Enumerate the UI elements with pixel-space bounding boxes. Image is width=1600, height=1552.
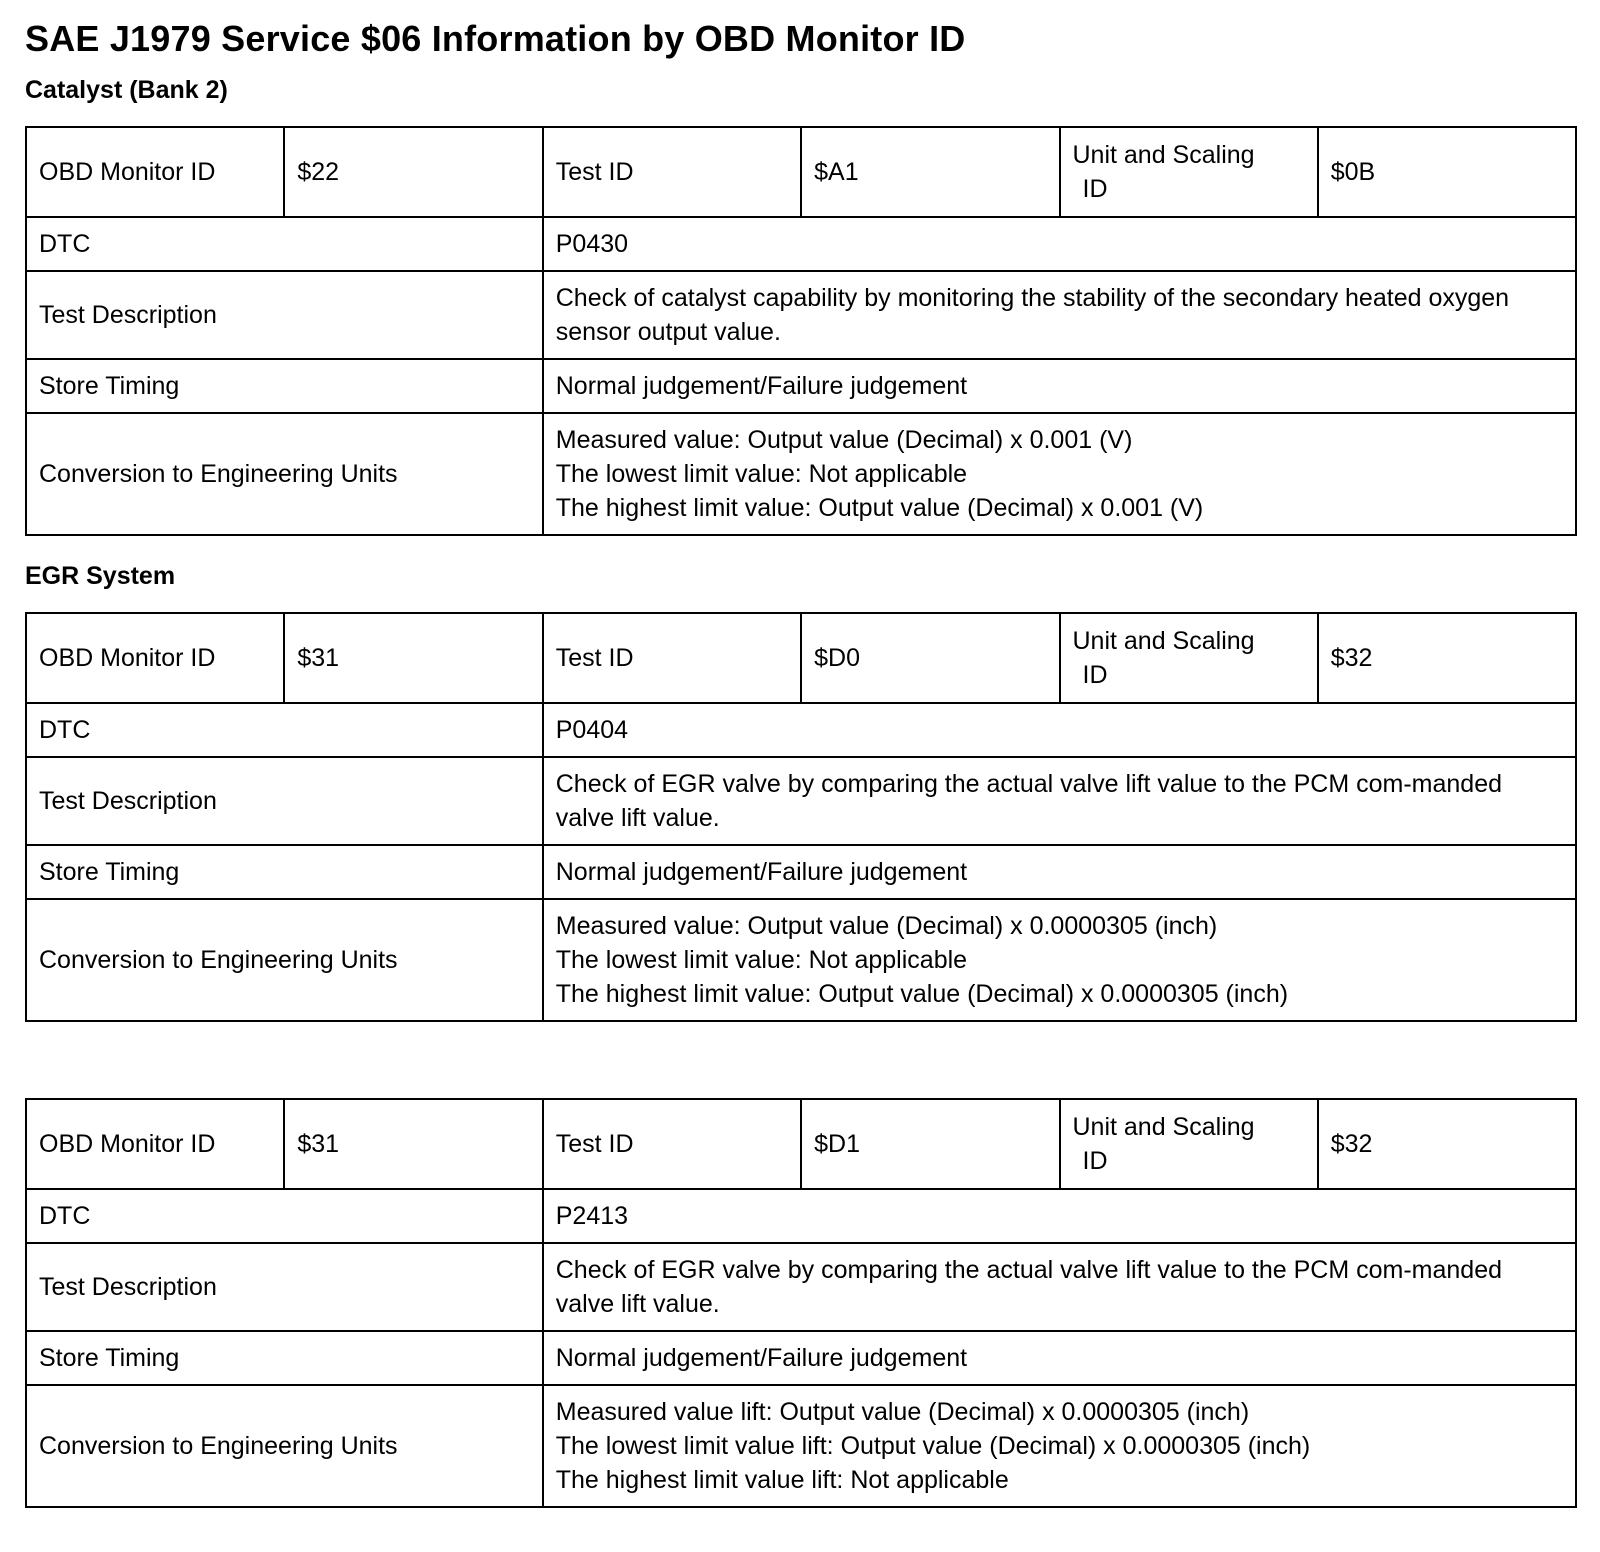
- table-row: [26, 845, 1576, 899]
- unit-scaling-label-line1: Unit and Scaling: [1072, 1113, 1255, 1141]
- test-id-value: $D0: [801, 613, 1059, 703]
- table-row: [26, 1331, 1576, 1385]
- unit-scaling-value: $32: [1318, 613, 1576, 703]
- unit-scaling-label-line2: ID: [1082, 661, 1108, 689]
- table-row: [26, 757, 1576, 845]
- table-row: [26, 359, 1576, 413]
- monitor-id-value: $22: [284, 127, 542, 217]
- test-id-label: Test ID: [543, 613, 801, 703]
- monitor-id-label: OBD Monitor ID: [26, 613, 284, 703]
- unit-scaling-value: $32: [1318, 1099, 1576, 1189]
- store-timing-label: Store Timing: [26, 845, 543, 899]
- conversion-line: The lowest limit value lift: Output value (Decimal) x 0.0000305 (inch): [555, 1432, 1311, 1460]
- conversion-label: Conversion to Engineering Units: [26, 413, 543, 535]
- test-description-value: Check of EGR valve by comparing the actual valve lift value to the PCM com-manded valve lift value.: [543, 1243, 1576, 1331]
- dtc-label: DTC: [26, 703, 543, 757]
- test-id-label: Test ID: [543, 127, 801, 217]
- test-id-value: $A1: [801, 127, 1059, 217]
- table-row: [26, 127, 1576, 217]
- section-heading-egr: EGR System: [25, 562, 176, 590]
- unit-scaling-label: [1060, 127, 1318, 217]
- conversion-line: Measured value lift: Output value (Decimal) x 0.0000305 (inch): [555, 1398, 1250, 1426]
- conversion-label: Conversion to Engineering Units: [26, 1385, 543, 1507]
- table-row: [26, 899, 1576, 1021]
- store-timing-value: Normal judgement/Failure judgement: [543, 359, 1576, 413]
- dtc-label: DTC: [26, 1189, 543, 1243]
- store-timing-value: Normal judgement/Failure judgement: [543, 845, 1576, 899]
- conversion-line: The lowest limit value: Not applicable: [555, 460, 968, 488]
- conversion-value: [543, 899, 1576, 1021]
- test-id-label: Test ID: [543, 1099, 801, 1189]
- unit-scaling-label-line1: Unit and Scaling: [1072, 141, 1255, 169]
- test-description-label: Test Description: [26, 1243, 543, 1331]
- section-heading-catalyst: Catalyst (Bank 2): [25, 76, 228, 104]
- obd-table-catalyst: [25, 126, 1577, 536]
- conversion-line: The lowest limit value: Not applicable: [555, 946, 968, 974]
- monitor-id-value: $31: [284, 613, 542, 703]
- table-row: [26, 271, 1576, 359]
- dtc-value: P0430: [543, 217, 1576, 271]
- table-row: [26, 1385, 1576, 1507]
- obd-table-egr-d1: [25, 1098, 1577, 1508]
- conversion-line: The highest limit value: Output value (Decimal) x 0.0000305 (inch): [555, 980, 1289, 1008]
- unit-scaling-value: $0B: [1318, 127, 1576, 217]
- table-row: [26, 703, 1576, 757]
- table-row: [26, 1243, 1576, 1331]
- table-row: [26, 1189, 1576, 1243]
- dtc-label: DTC: [26, 217, 543, 271]
- table-row: [26, 413, 1576, 535]
- monitor-id-label: OBD Monitor ID: [26, 1099, 284, 1189]
- conversion-label: Conversion to Engineering Units: [26, 899, 543, 1021]
- unit-scaling-label-line1: Unit and Scaling: [1072, 627, 1255, 655]
- conversion-line: Measured value: Output value (Decimal) x 0.0000305 (inch): [555, 912, 1218, 940]
- conversion-value: [543, 1385, 1576, 1507]
- monitor-id-value: $31: [284, 1099, 542, 1189]
- conversion-line: Measured value: Output value (Decimal) x 0.001 (V): [555, 426, 1133, 454]
- table-row: [26, 217, 1576, 271]
- conversion-value: [543, 413, 1576, 535]
- store-timing-label: Store Timing: [26, 1331, 543, 1385]
- obd-table-egr-d0: [25, 612, 1577, 1022]
- test-description-label: Test Description: [26, 271, 543, 359]
- test-description-label: Test Description: [26, 757, 543, 845]
- table-row: [26, 1099, 1576, 1189]
- page-title: SAE J1979 Service $06 Information by OBD Monitor ID: [25, 18, 966, 59]
- unit-scaling-label-line2: ID: [1082, 175, 1108, 203]
- unit-scaling-label-line2: ID: [1082, 1147, 1108, 1175]
- unit-scaling-label: [1060, 1099, 1318, 1189]
- store-timing-label: Store Timing: [26, 359, 543, 413]
- test-description-value: Check of catalyst capability by monitoring the stability of the secondary heated oxygen sensor output value.: [543, 271, 1576, 359]
- conversion-line: The highest limit value: Output value (Decimal) x 0.001 (V): [555, 494, 1204, 522]
- dtc-value: P0404: [543, 703, 1576, 757]
- unit-scaling-label: [1060, 613, 1318, 703]
- dtc-value: P2413: [543, 1189, 1576, 1243]
- test-id-value: $D1: [801, 1099, 1059, 1189]
- monitor-id-label: OBD Monitor ID: [26, 127, 284, 217]
- store-timing-value: Normal judgement/Failure judgement: [543, 1331, 1576, 1385]
- table-row: [26, 613, 1576, 703]
- test-description-value: Check of EGR valve by comparing the actual valve lift value to the PCM com-manded valve lift value.: [543, 757, 1576, 845]
- conversion-line: The highest limit value lift: Not applicable: [555, 1466, 1009, 1494]
